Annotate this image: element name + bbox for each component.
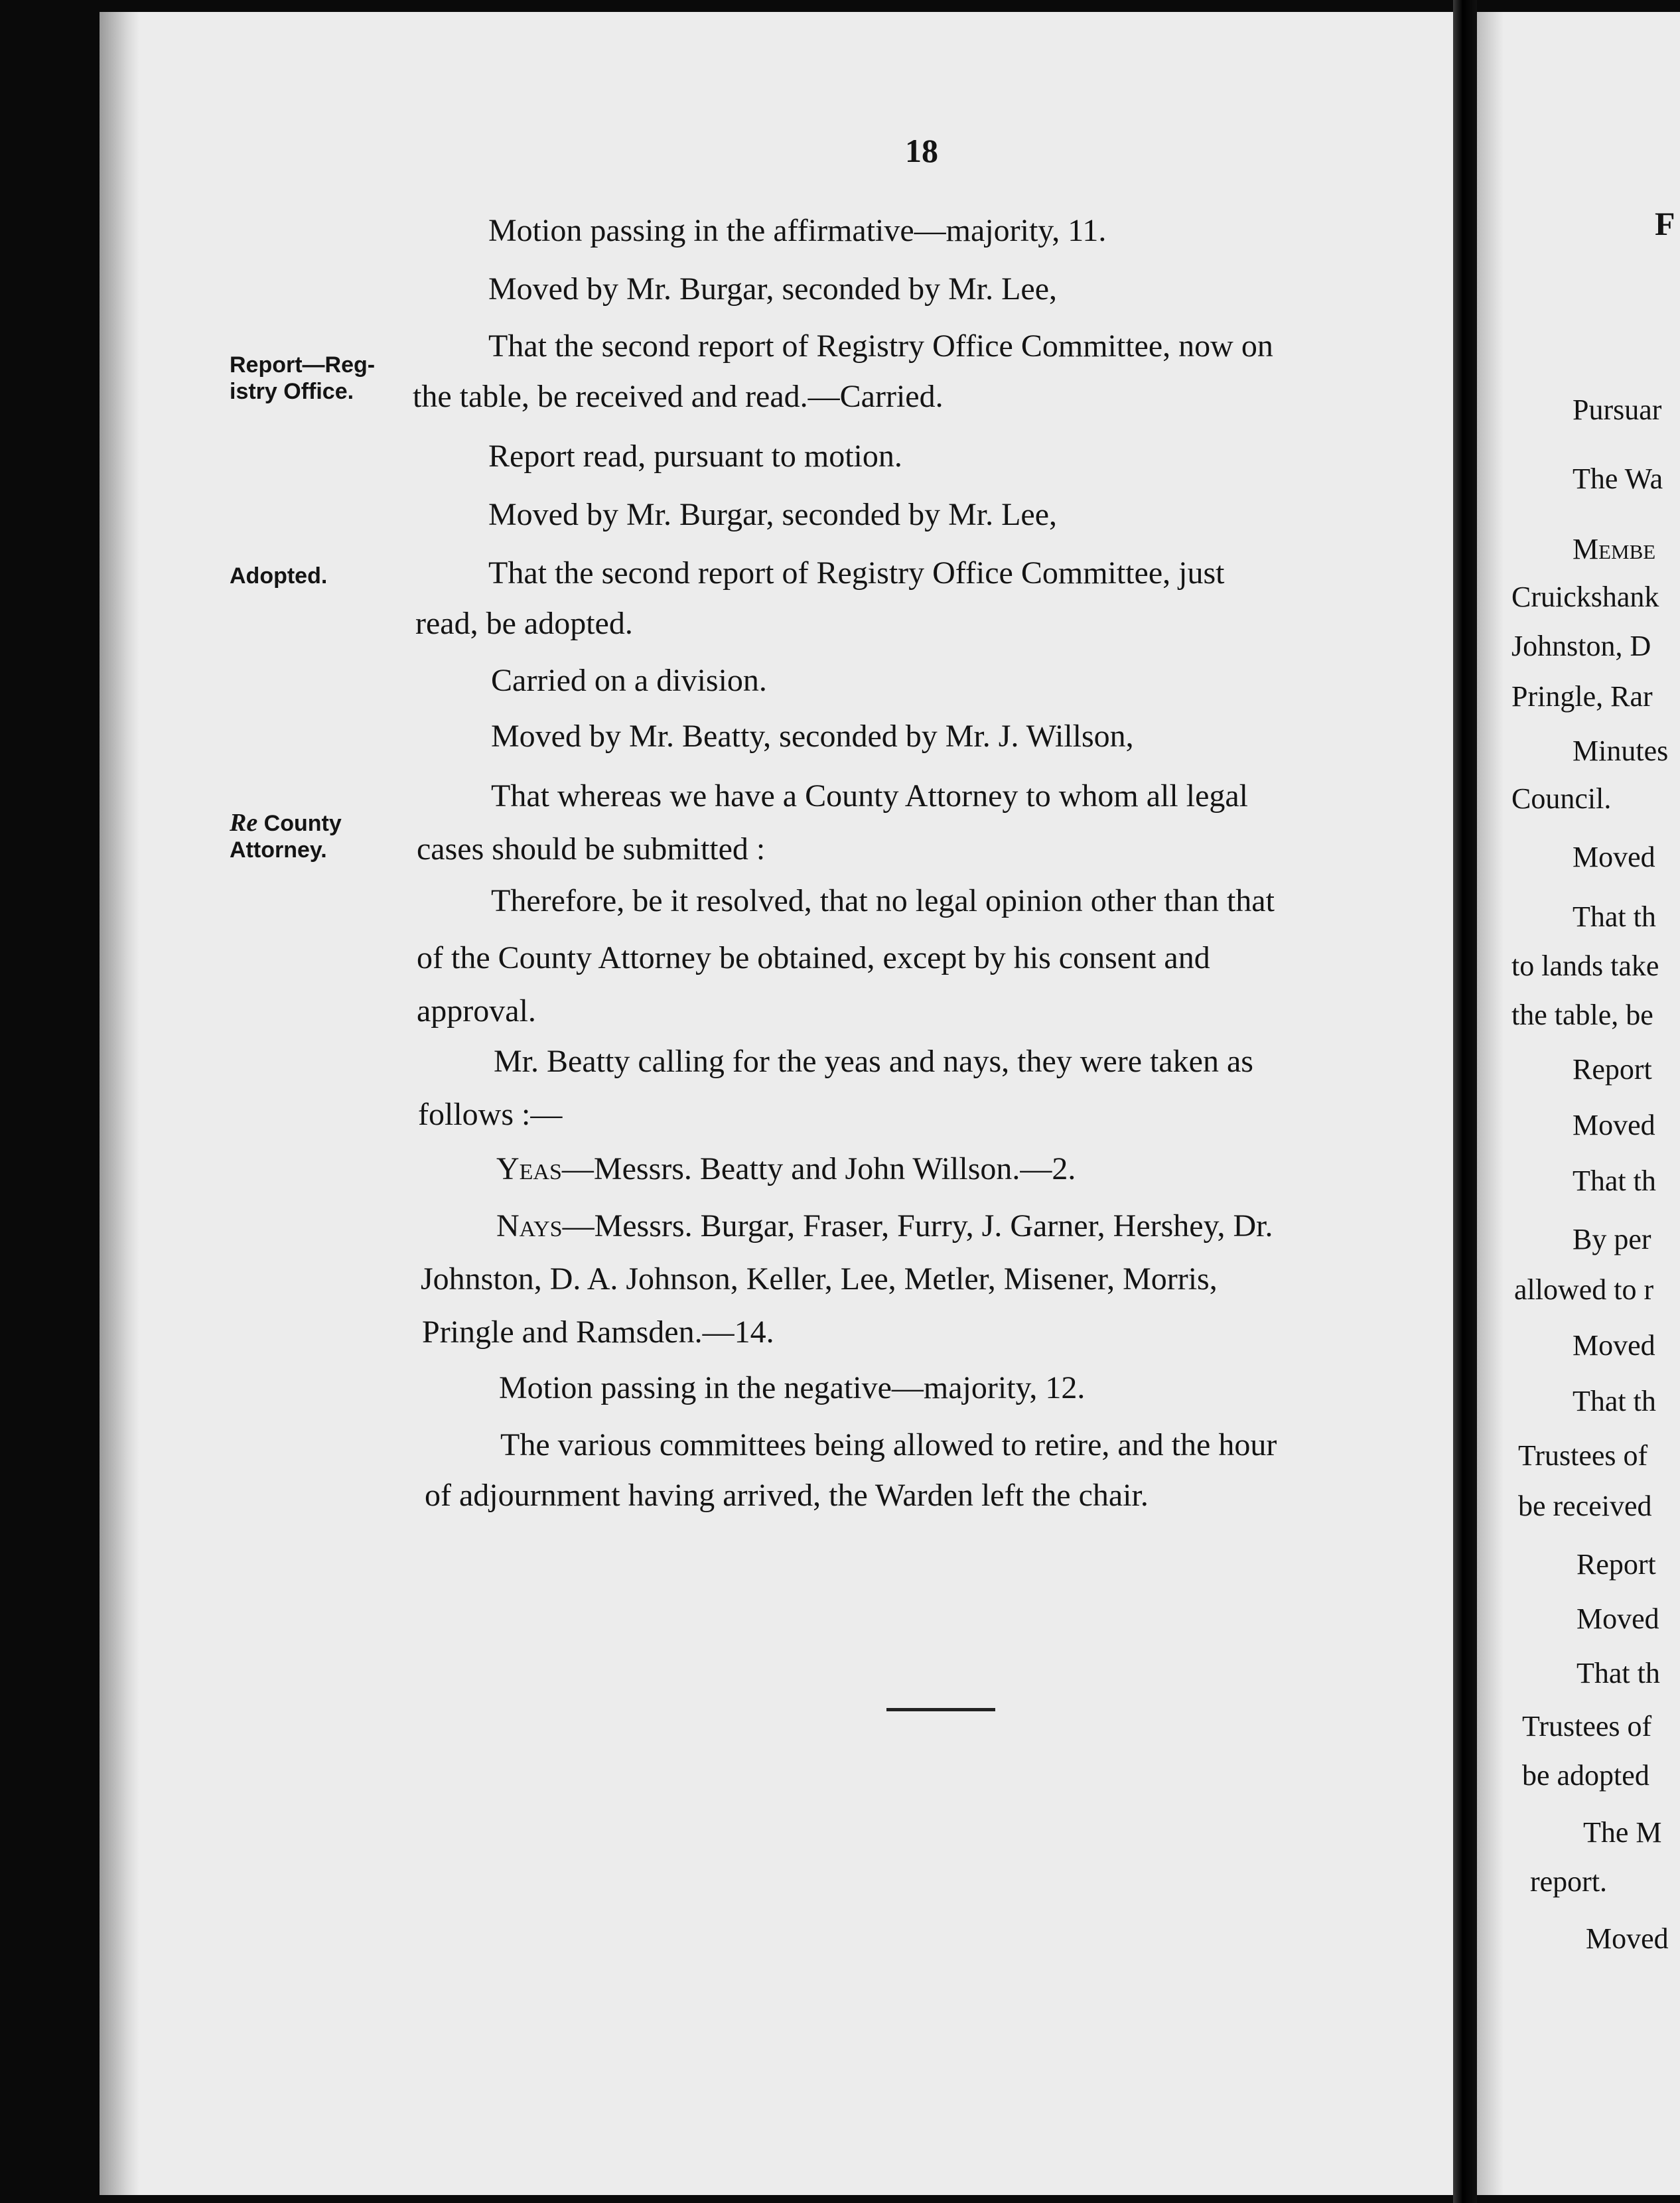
text-line: Moved xyxy=(1573,1329,1655,1362)
text-line: report. xyxy=(1530,1865,1608,1898)
text-line: By per xyxy=(1573,1223,1651,1255)
left-page xyxy=(100,12,1453,2195)
section-divider xyxy=(886,1708,995,1711)
text-line: Membe xyxy=(1573,533,1656,565)
text-line: Council. xyxy=(1511,782,1612,815)
text-line: Carried on a division. xyxy=(491,663,767,698)
text-line: Mr. Beatty calling for the yeas and nays, they were taken as xyxy=(494,1044,1253,1079)
text-line: The Wa xyxy=(1573,462,1663,495)
spine-shadow xyxy=(100,12,139,2195)
book-gutter xyxy=(1453,0,1477,2203)
text-line: The various committees being allowed to retire, and the hour xyxy=(500,1427,1277,1462)
text-line: Cruickshank xyxy=(1511,581,1659,613)
text-line: That th xyxy=(1573,1165,1656,1197)
text-line: be received xyxy=(1518,1490,1652,1522)
text-line: Trustees of xyxy=(1518,1439,1648,1472)
text-line: That the second report of Registry Office Committee, just xyxy=(488,555,1225,591)
text-line: the table, be xyxy=(1511,999,1653,1031)
text-line: Johnston, D xyxy=(1511,630,1651,662)
text-line: read, be adopted. xyxy=(415,606,633,641)
text-line: Moved by Mr. Burgar, seconded by Mr. Lee, xyxy=(488,271,1058,307)
yeas-line: Yeas—Messrs. Beatty and John Willson.—2. xyxy=(496,1151,1076,1186)
text-line: Moved xyxy=(1586,1922,1669,1955)
text-line: Moved xyxy=(1576,1602,1659,1635)
text-line: follows :— xyxy=(418,1097,563,1132)
text-line: Moved by Mr. Beatty, seconded by Mr. J. Willson, xyxy=(491,719,1134,754)
right-page xyxy=(1477,12,1680,2195)
text-line: That the second report of Registry Office Committee, now on xyxy=(488,328,1273,364)
nays-line: Nays—Messrs. Burgar, Fraser, Furry, J. Garner, Hershey, Dr. xyxy=(496,1208,1273,1244)
text-line: approval. xyxy=(417,993,536,1029)
text-line: cases should be submitted : xyxy=(417,831,766,867)
text-line: Pringle and Ramsden.—14. xyxy=(422,1315,774,1350)
text-line: Report read, pursuant to motion. xyxy=(488,439,902,474)
yeas-label: Yeas xyxy=(496,1151,562,1186)
text-line: The M xyxy=(1583,1816,1662,1849)
text-line: Pursuar xyxy=(1573,393,1662,426)
text-line: allowed to r xyxy=(1514,1273,1654,1306)
text-line: to lands take xyxy=(1511,950,1659,982)
text-line: Moved xyxy=(1573,1109,1655,1141)
text-line: be adopted xyxy=(1522,1759,1649,1792)
right-page-header-fragment: F xyxy=(1655,205,1675,242)
text-line: Minutes xyxy=(1573,735,1669,767)
text-line: Report xyxy=(1576,1548,1656,1581)
text-line: Moved xyxy=(1573,841,1655,873)
text-line: Trustees of xyxy=(1522,1710,1652,1742)
text-line: Motion passing in the negative—majority, 12. xyxy=(499,1370,1085,1405)
text-line: Therefore, be it resolved, that no legal opinion other than that xyxy=(491,883,1275,918)
nays-label: Nays xyxy=(496,1208,563,1244)
text-line: Johnston, D. A. Johnson, Keller, Lee, Metler, Misener, Morris, xyxy=(421,1261,1218,1297)
margin-note-adopted: Adopted. xyxy=(230,563,328,589)
text-line: That whereas we have a County Attorney to whom all legal xyxy=(491,778,1249,814)
text-line: the table, be received and read.—Carried. xyxy=(413,379,944,414)
text-line: Moved by Mr. Burgar, seconded by Mr. Lee, xyxy=(488,497,1058,532)
margin-note-county-attorney: Re County Attorney. xyxy=(230,809,342,863)
text-line: Report xyxy=(1573,1053,1652,1086)
text-line: Motion passing in the affirmative—majority, 11. xyxy=(488,213,1107,248)
right-page-shadow xyxy=(1477,12,1504,2195)
text-line: Pringle, Rar xyxy=(1511,680,1653,713)
text-line: That th xyxy=(1576,1657,1660,1689)
text-line: of adjournment having arrived, the Warden left the chair. xyxy=(425,1478,1149,1513)
text-line: That th xyxy=(1573,900,1656,933)
page-number: 18 xyxy=(905,132,938,169)
margin-note-registry-office: Report—Reg- istry Office. xyxy=(230,352,376,404)
text-line: of the County Attorney be obtained, except by his consent and xyxy=(417,940,1210,975)
text-line: That th xyxy=(1573,1385,1656,1417)
